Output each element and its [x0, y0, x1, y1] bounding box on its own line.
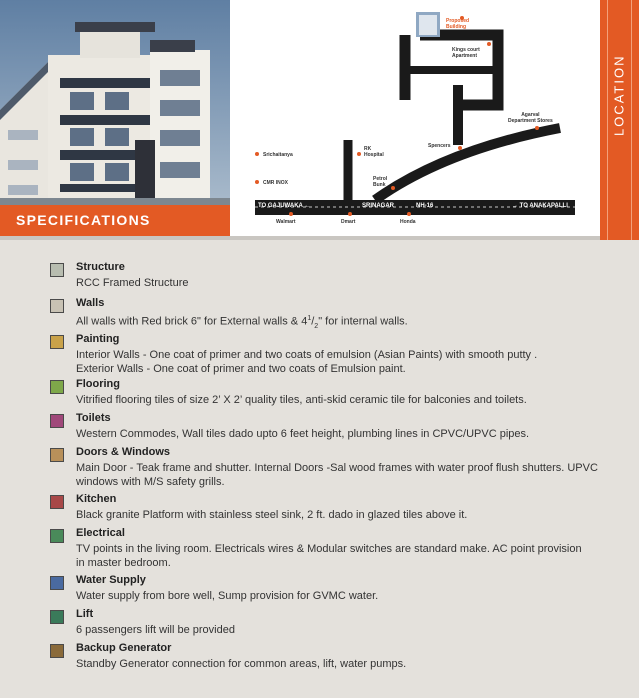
map-marker-dmart [348, 212, 352, 216]
map-label-proposed: Proposed Building [446, 18, 470, 30]
paint-roller-icon [50, 335, 64, 349]
brick-wall-icon [50, 299, 64, 313]
spec-title: Walls [76, 297, 105, 309]
road-label-gajuwaka: TO GAJUWAKA ← [258, 203, 311, 209]
specifications-banner: SPECIFICATIONS [0, 205, 230, 236]
spec-title: Lift [76, 608, 94, 620]
map-label-dmart: Dmart [341, 219, 356, 225]
map-marker-rk-hospital [357, 152, 361, 156]
map-label-kings-court: Kings court Apartment [452, 47, 480, 59]
door-icon [50, 448, 64, 462]
map-label-petrol-bunk: Petrol Bunk [373, 176, 388, 188]
spec-description: TV points in the living room. Electricals wires & Modular switches are standard make. AC point provision in master bedroom. [76, 543, 582, 569]
map-marker-petrol-bunk [391, 186, 395, 190]
map-marker-spencers [458, 146, 462, 150]
spec-description: Black granite Platform with stainless steel sink, 2 ft. dado in glazed tiles above it. [76, 509, 468, 521]
map-marker-srichaitanya [255, 152, 259, 156]
spec-title: Painting [76, 333, 120, 345]
map-label-rk-hospital: RK Hospital [364, 146, 384, 158]
map-marker-honda [407, 212, 411, 216]
map-marker-cmr-inox [255, 180, 259, 184]
map-label-honda: Honda [400, 219, 416, 225]
map-label-srichaitanya: Srichaitanya [263, 152, 293, 158]
spec-description: 6 passengers lift will be provided [76, 624, 235, 636]
spec-description: All walls with Red brick 6" for External walls & $4^1/_2$" for internal walls. [76, 315, 408, 330]
location-map [230, 0, 600, 236]
spec-description: Western Commodes, Wall tiles dado upto 6 feet height, plumbing lines in CPVC/UPVC pipes. [76, 428, 530, 440]
map-label-walmart: Walmart [276, 219, 296, 225]
spec-description: Interior Walls - One coat of primer and two coats of emulsion (Asian Paints) with smooth putty . Exterior Walls - One coat of primer and two coats of Emulsion paint. [76, 349, 538, 375]
water-tap-icon [50, 576, 64, 590]
spec-description: Standby Generator connection for common areas, lift, water pumps. [76, 658, 407, 670]
building-illustration [0, 0, 230, 240]
toilet-icon [50, 414, 64, 428]
spec-title: Water Supply [76, 574, 146, 586]
spec-description: Water supply from bore well, Sump provision for GVMC water. [76, 590, 379, 602]
building-photo [0, 0, 230, 240]
header-section [0, 0, 639, 240]
map-divider [230, 236, 600, 240]
generator-icon [50, 644, 64, 658]
flooring-icon [50, 380, 64, 394]
spec-description: Main Door - Teak frame and shutter. Internal Doors -Sal wood frames with water proof flush shutters. UPVC windows with M/S safety grills. [76, 462, 598, 488]
map-label-agarval: Agarval Department Stores [508, 112, 553, 124]
spec-title: Backup Generator [76, 642, 172, 654]
spec-title: Doors & Windows [76, 446, 171, 458]
map-marker-kings-court [487, 42, 491, 46]
spec-title: Kitchen [76, 493, 117, 505]
map-marker-walmart [289, 212, 293, 216]
road-label-nh16: NH-16 [416, 203, 434, 209]
spec-description: RCC Framed Structure [76, 277, 189, 289]
lift-icon [50, 610, 64, 624]
map-label-cmr-inox: CMR INOX [263, 180, 288, 186]
spec-title: Toilets [76, 412, 111, 424]
spec-title: Structure [76, 261, 125, 273]
map-label-spencers: Spencers [428, 143, 451, 149]
kitchen-icon [50, 495, 64, 509]
spec-title: Electrical [76, 527, 125, 539]
map-marker-agarval [535, 126, 539, 130]
road-label-srinagar: SRINAGAR [362, 203, 395, 209]
electrical-icon [50, 529, 64, 543]
location-banner-text [612, 104, 627, 136]
spec-title: Flooring [76, 378, 120, 390]
structure-icon [50, 263, 64, 277]
road-label-anakapalli: → TO ANAKAPALLI [512, 203, 568, 209]
spec-description: Vitrified flooring tiles of size 2’ X 2’ quality tiles, anti-skid ceramic tile for balconies and toilets. [76, 394, 527, 406]
banner-divider [0, 236, 230, 240]
